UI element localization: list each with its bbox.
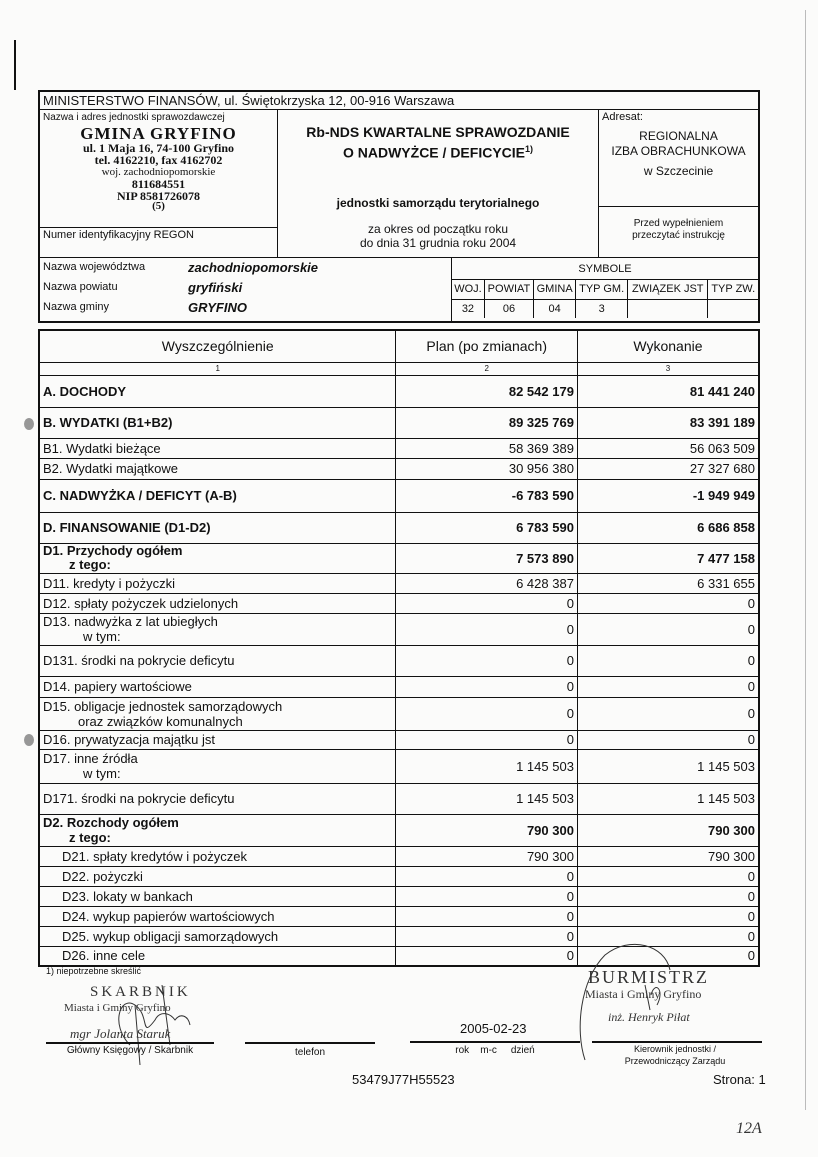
row-label: B. WYDATKI (B1+B2) (39, 407, 396, 438)
execution-value: 27 327 680 (577, 458, 759, 479)
row-label-main: D2. Rozchody ogółem (43, 815, 179, 830)
stamp-code: (5) (152, 200, 165, 212)
row-label-main: D15. obligacje jednostek samorządowych (43, 698, 283, 714)
report-period-line1: za okres od początku roku (367, 221, 509, 236)
plan-value: 0 (396, 645, 578, 676)
row-label: D16. prywatyzacja majątku jst (39, 730, 396, 749)
row-label: B1. Wydatki bieżące (39, 438, 396, 458)
row-label (39, 543, 396, 573)
row-label: C. NADWYŻKA / DEFICYT (A-B) (39, 479, 396, 512)
plan-value: 790 300 (396, 814, 578, 846)
scan-margin-mark (805, 10, 806, 1110)
symbol-header: POWIAT (484, 280, 533, 299)
plan-value: 6 783 590 (396, 512, 578, 543)
table-row (39, 846, 759, 866)
plan-value: 0 (396, 730, 578, 749)
table-row (39, 458, 759, 479)
symbol-header: TYP GM. (576, 280, 628, 299)
row-label: D171. środki na pokrycie deficytu (39, 783, 396, 814)
row-label-main: D1. Przychody ogółem (43, 543, 183, 558)
signature-date: 2005-02-23 (460, 1021, 527, 1036)
column-number: 3 (577, 362, 759, 375)
symbol-header: TYP ZW. (708, 280, 758, 299)
punch-hole-mark (24, 418, 34, 430)
plan-value: 6 428 387 (396, 573, 578, 593)
row-label: D22. pożyczki (39, 866, 396, 886)
table-row (39, 814, 759, 846)
stamp-address: ul. 1 Maja 16, 74-100 Gryfino (83, 141, 234, 155)
county-row (40, 278, 440, 298)
form-header (38, 90, 760, 323)
scan-margin-mark (14, 40, 16, 90)
table-row (39, 479, 759, 512)
treasurer-stamp-office: Miasta i Gminy Gryfino (64, 1002, 171, 1014)
addressee-line2: IZBA OBRACHUNKOWA (611, 144, 746, 158)
plan-value: 790 300 (396, 846, 578, 866)
row-label: D25. wykup obligacji samorządowych (39, 926, 396, 946)
row-label: A. DOCHODY (39, 375, 396, 407)
financial-table (38, 329, 760, 967)
execution-value: 0 (577, 697, 759, 730)
column-header-description: Wyszczególnienie (39, 330, 396, 362)
page-number: Strona: 1 (713, 1072, 766, 1087)
row-label: D14. papiery wartościowe (39, 676, 396, 697)
execution-value: 1 145 503 (577, 749, 759, 783)
report-title-box (278, 110, 598, 257)
table-row (39, 375, 759, 407)
row-label-sub: z tego: (69, 557, 111, 572)
symbol-value: 3 (576, 299, 628, 318)
stamp-voivodeship: woj. zachodniopomorskie (101, 166, 216, 178)
row-label: D. FINANSOWANIE (D1-D2) (39, 512, 396, 543)
symbol-value: 06 (484, 299, 533, 318)
column-header-execution: Wykonanie (577, 330, 759, 362)
manager-caption-1: Kierownik jednostki / (633, 1044, 717, 1054)
stamp-name: GMINA GRYFINO (80, 124, 237, 143)
symbols-table (452, 280, 758, 318)
plan-value: 0 (396, 886, 578, 906)
row-label-sub: w tym: (83, 629, 121, 644)
execution-value: 0 (577, 676, 759, 697)
row-label: D12. spłaty pożyczek udzielonych (39, 593, 396, 613)
plan-value: 0 (396, 906, 578, 926)
plan-value: 0 (396, 946, 578, 966)
unit-stamp (40, 126, 277, 211)
execution-value: 0 (577, 886, 759, 906)
voivodeship-label: Nazwa województwa (43, 261, 146, 273)
table-row (39, 573, 759, 593)
column-header-plan: Plan (po zmianach) (396, 330, 578, 362)
addressee-label: Adresat: (602, 111, 643, 123)
execution-value: 790 300 (577, 846, 759, 866)
table-row (39, 906, 759, 926)
regon-label: Numer identyfikacyjny REGON (43, 229, 194, 241)
footnote-marker: 1) (525, 144, 534, 154)
instruction-note (598, 207, 758, 257)
table-row (39, 407, 759, 438)
voivodeship-value: zachodniopomorskie (188, 260, 319, 275)
treasurer-stamp-name: mgr Jolanta Staruk (70, 1026, 171, 1041)
commune-label: Nazwa gminy (43, 301, 110, 313)
execution-value: 6 331 655 (577, 573, 759, 593)
row-label: D131. środki na pokrycie deficytu (39, 645, 396, 676)
row-label-sub: oraz związków komunalnych (78, 713, 243, 729)
execution-value: -1 949 949 (577, 479, 759, 512)
phone-line (245, 1042, 375, 1044)
symbol-header: GMINA (534, 280, 576, 299)
row-label: D24. wykup papierów wartościowych (39, 906, 396, 926)
row-label: D23. lokaty w bankach (39, 886, 396, 906)
execution-value: 0 (577, 593, 759, 613)
report-period-line2: do dnia 31 grudnia roku 2004 (359, 235, 517, 250)
table-row (39, 438, 759, 458)
reporting-unit-label: Nazwa i adres jednostki sprawozdawczej (43, 112, 225, 123)
report-title-line2 (278, 141, 598, 162)
row-label (39, 697, 396, 730)
stamp-phone: tel. 4162210, fax 4162702 (94, 153, 223, 167)
date-line (410, 1041, 580, 1043)
stamp-nip: NIP 8581726078 (116, 189, 200, 203)
reporting-unit-box (40, 110, 278, 257)
plan-value: 58 369 389 (396, 438, 578, 458)
symbol-header: WOJ. (452, 280, 484, 299)
addressee-box (598, 110, 758, 207)
execution-value: 0 (577, 645, 759, 676)
plan-value: -6 783 590 (396, 479, 578, 512)
plan-value: 0 (396, 926, 578, 946)
execution-value: 81 441 240 (577, 375, 759, 407)
report-title-line1: Rb-NDS KWARTALNE SPRAWOZDANIE (306, 124, 570, 140)
table-row (39, 543, 759, 573)
table-row (39, 783, 759, 814)
execution-value: 0 (577, 613, 759, 645)
punch-hole-mark (24, 734, 34, 746)
treasurer-signature-line (46, 1042, 214, 1044)
ministry-address: MINISTERSTWO FINANSÓW, ul. Świętokrzyska 12, 00-916 Warszawa (40, 92, 758, 110)
row-label: D11. kredyty i pożyczki (39, 573, 396, 593)
plan-value: 30 956 380 (396, 458, 578, 479)
treasurer-caption: Główny Księgowy / Skarbnik (66, 1045, 194, 1056)
instruction-line2: przeczytać instrukcję (632, 230, 725, 241)
execution-value: 6 686 858 (577, 512, 759, 543)
instruction-line1: Przed wypełnieniem (633, 218, 724, 229)
phone-caption: telefon (294, 1047, 326, 1058)
plan-value: 82 542 179 (396, 375, 578, 407)
execution-value: 790 300 (577, 814, 759, 846)
row-label (39, 613, 396, 645)
plan-value: 1 145 503 (396, 749, 578, 783)
manager-signature-line (592, 1041, 762, 1043)
document-control-number: 53479J77H55523 (352, 1072, 455, 1087)
plan-value: 0 (396, 593, 578, 613)
mayor-stamp-office: Miasta i Gminy Gryfino (585, 987, 702, 1001)
report-subtitle: jednostki samorządu terytorialnego (336, 195, 540, 210)
plan-value: 1 145 503 (396, 783, 578, 814)
plan-value: 0 (396, 613, 578, 645)
row-label: D26. inne cele (39, 946, 396, 966)
column-number-row (39, 362, 759, 375)
plan-value: 7 573 890 (396, 543, 578, 573)
table-header-row (39, 330, 759, 362)
table-row (39, 697, 759, 730)
execution-value: 0 (577, 926, 759, 946)
stamp-regon: 811684551 (131, 177, 186, 191)
plan-value: 0 (396, 676, 578, 697)
row-label: B2. Wydatki majątkowe (39, 458, 396, 479)
table-row (39, 676, 759, 697)
commune-value: GRYFINO (188, 300, 247, 315)
addressee-line3: w Szczecinie (643, 164, 714, 178)
table-row (39, 866, 759, 886)
symbols-title: SYMBOLE (452, 258, 758, 280)
voivodeship-row (40, 258, 440, 278)
mayor-stamp-name: inż. Henryk Piłat (608, 1010, 690, 1024)
execution-value: 0 (577, 730, 759, 749)
execution-value: 56 063 509 (577, 438, 759, 458)
date-caption: rok m-c dzień (455, 1045, 535, 1056)
column-number: 1 (39, 362, 396, 375)
symbol-value: 04 (534, 299, 576, 318)
column-number: 2 (396, 362, 578, 375)
table-row (39, 645, 759, 676)
handwritten-note: 12A (736, 1120, 762, 1137)
table-row (39, 613, 759, 645)
treasurer-stamp-title: SKARBNIK (90, 984, 191, 1000)
plan-value: 0 (396, 866, 578, 886)
addressee-line1: REGIONALNA (639, 129, 718, 143)
execution-value: 0 (577, 866, 759, 886)
row-label: D21. spłaty kredytów i pożyczek (39, 846, 396, 866)
territory-names (40, 257, 758, 321)
report-title-text: O NADWYŻCE / DEFICYCIE (342, 144, 525, 161)
table-row (39, 886, 759, 906)
table-row (39, 593, 759, 613)
row-label-main: D13. nadwyżka z lat ubiegłych (43, 614, 218, 629)
row-label (39, 814, 396, 846)
row-label-main: D17. inne źródła (43, 751, 138, 766)
table-row (39, 730, 759, 749)
symbol-value (708, 299, 758, 318)
symbol-header: ZWIĄZEK JST (628, 280, 708, 299)
table-row (39, 512, 759, 543)
symbol-value (628, 299, 708, 318)
county-label: Nazwa powiatu (43, 281, 118, 293)
row-label-sub: w tym: (83, 766, 121, 781)
table-row (39, 749, 759, 783)
execution-value: 0 (577, 906, 759, 926)
execution-value: 83 391 189 (577, 407, 759, 438)
plan-value: 0 (396, 697, 578, 730)
row-label-sub: z tego: (69, 830, 111, 845)
execution-value: 1 145 503 (577, 783, 759, 814)
plan-value: 89 325 769 (396, 407, 578, 438)
county-value: gryfiński (188, 280, 243, 295)
row-label (39, 749, 396, 783)
execution-value: 7 477 158 (577, 543, 759, 573)
footnote: 1) niepotrzebne skreślić (46, 966, 142, 976)
manager-caption-2: Przewodniczący Zarządu (624, 1056, 726, 1066)
commune-row (40, 298, 440, 318)
symbol-value: 32 (452, 299, 484, 318)
execution-value: 0 (577, 946, 759, 966)
mayor-stamp-title: BURMISTRZ (588, 967, 710, 987)
symbols-box (451, 258, 758, 322)
